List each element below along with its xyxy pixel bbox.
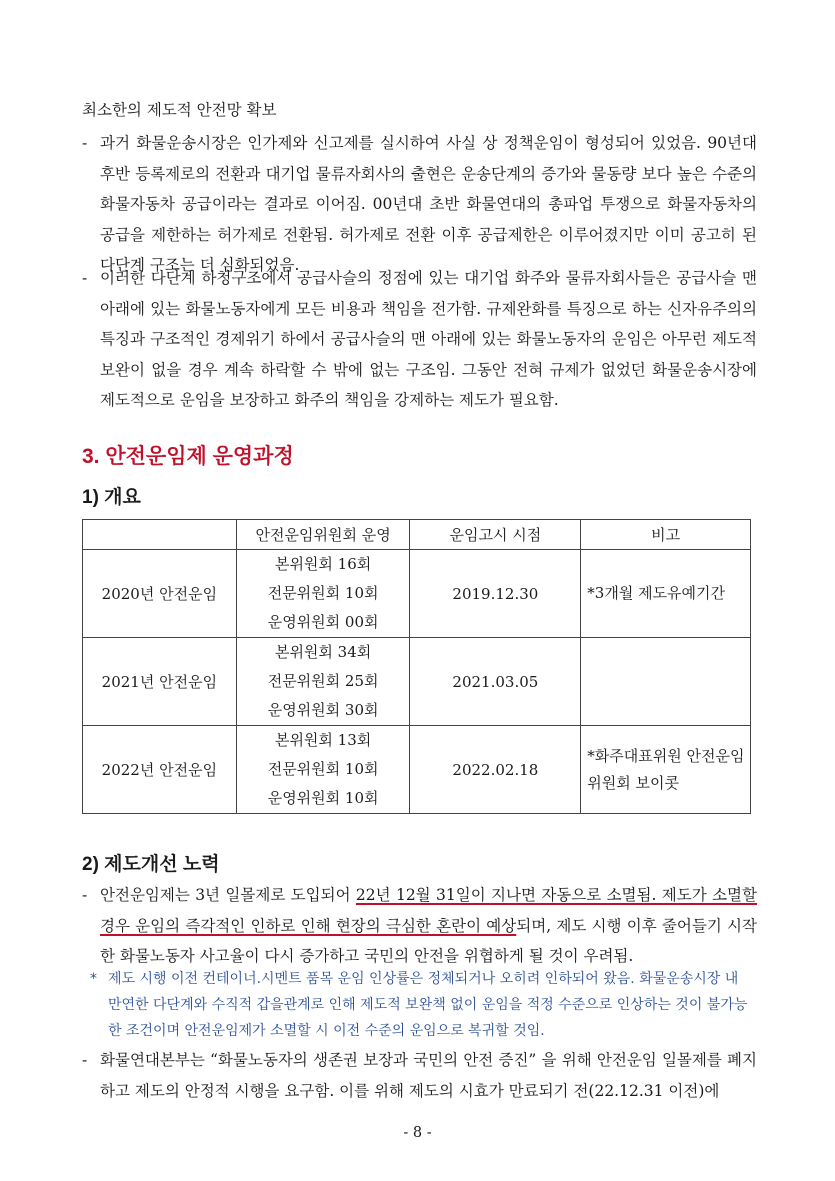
text-run: 안전운임제는 3년 일몰제로 도입되어 bbox=[100, 886, 356, 904]
improvement-heading: 2) 제도개선 노력 bbox=[82, 854, 220, 875]
committee-count: 본위원회 34회 bbox=[274, 643, 372, 661]
dash-marker: - bbox=[82, 1051, 88, 1069]
table-header-cell: 안전운임위원회 운영 bbox=[236, 520, 410, 550]
bullet-text bbox=[100, 880, 757, 972]
table-header-cell: 비고 bbox=[581, 520, 751, 550]
operations-table bbox=[82, 519, 751, 814]
committee-count: 본위원회 13회 bbox=[274, 731, 372, 749]
bullet-paragraph bbox=[82, 263, 757, 416]
committee-count: 전문위원회 10회 bbox=[267, 760, 379, 778]
bullet-paragraph bbox=[82, 128, 757, 281]
committee-count: 전문위원회 25회 bbox=[267, 672, 379, 690]
committee-cell bbox=[236, 726, 410, 814]
table-row bbox=[83, 638, 751, 726]
bullet-text: 이러한 다단계 하청구조에서 공급사슬의 정점에 있는 대기업 화주와 물류자회사들은 공급사슬 맨 아래에 있는 화물노동자에게 모든 비용과 책임을 전가함. 규제완화를 특징으로 하는 신자유주의의 특징과 구조적인 경제위기 하에서 공급사슬의 맨 아래에 있는 화물노동자의 운임은 아무런 제도적 보완이 없을 경우 계속 하락할 수 밖에 없는 구조임. 그동안 전혀 규제가 없었던 화물운송시장에 제도적으로 운임을 보장하고 화주의 책임을 강제하는 제도가 필요함. bbox=[100, 269, 757, 409]
table-row bbox=[83, 726, 751, 814]
dash-marker: - bbox=[82, 269, 88, 287]
subheading: 최소한의 제도적 안전망 확보 bbox=[82, 101, 277, 119]
asterisk-marker: * bbox=[90, 971, 97, 987]
bullet-paragraph bbox=[82, 880, 757, 972]
dash-marker: - bbox=[82, 134, 88, 152]
table-header-cell: 운임고시 시점 bbox=[410, 520, 581, 550]
bullet-text: 화물연대본부는 “화물노동자의 생존권 보장과 국민의 안전 증진” 을 위해 안전운임 일몰제를 폐지하고 제도의 안정적 시행을 요구함. 이를 위해 제도의 시효가 만료되기 전(22.12.31 이전)에 bbox=[100, 1051, 757, 1100]
notice-date: 2019.12.30 bbox=[410, 550, 581, 638]
committee-count: 운영위원회 00회 bbox=[267, 613, 379, 631]
bullet-paragraph bbox=[82, 1045, 757, 1106]
footnote-text: 제도 시행 이전 컨테이너.시멘트 품목 운임 인상률은 정체되거나 오히려 인하되어 왔음. 화물운송시장 내 만연한 다단계와 수직적 갑을관계로 인해 제도적 보완책 없이 운임을 적정 수준으로 인상하는 것이 불가능한 조건이며 안전운임제가 소멸할 시 이전 수준의 운임으로 복귀할 것임. bbox=[108, 971, 748, 1039]
notice-date: 2022.02.18 bbox=[410, 726, 581, 814]
notice-date: 2021.03.05 bbox=[410, 638, 581, 726]
overview-heading: 1) 개요 bbox=[82, 487, 141, 508]
page-number: - 8 - bbox=[403, 1125, 432, 1141]
committee-cell bbox=[236, 550, 410, 638]
remark-cell: *3개월 제도유예기간 bbox=[581, 550, 751, 638]
table-header-row bbox=[83, 520, 751, 550]
row-label: 2022년 안전운임 bbox=[83, 726, 237, 814]
remark-cell bbox=[581, 638, 751, 726]
row-label: 2020년 안전운임 bbox=[83, 550, 237, 638]
footnote bbox=[90, 966, 755, 1044]
underlined-emphasis: 22년 12월 31일이 지나면 자동으로 소멸됨. 제도가 소멸할 경우 운임의 즉각적인 인하로 인해 현장의 극심한 혼란이 예상 bbox=[100, 886, 757, 935]
committee-count: 본위원회 16회 bbox=[274, 555, 372, 573]
dash-marker: - bbox=[82, 886, 88, 904]
section-title: 3. 안전운임제 운영과정 bbox=[82, 445, 294, 468]
committee-cell bbox=[236, 638, 410, 726]
bullet-text: 과거 화물운송시장은 인가제와 신고제를 실시하여 사실 상 정책운임이 형성되어 있었음. 90년대 후반 등록제로의 전환과 대기업 물류자회사의 출현은 운송단계의 증가와 물동량 보다 높은 수준의 화물자동차 공급이라는 결과로 이어짐. 00년대 초반 화물연대의 총파업 투쟁으로 화물자동차의 공급을 제한하는 허가제로 전환됨. 허가제로 전환 이후 공급제한은 이루어졌지만 이미 공고히 된 다단계 구조는 더 심화되었음. bbox=[100, 134, 757, 274]
table-row bbox=[83, 550, 751, 638]
remark-cell: *화주대표위원 안전운임위원회 보이콧 bbox=[581, 726, 751, 814]
committee-count: 운영위원회 30회 bbox=[267, 701, 379, 719]
text-run: 되며, 제도 시행 이후 줄어들기 시작한 화물노동자 사고율이 다시 증가하고 국민의 안전을 위협하게 될 것이 우려됨. bbox=[100, 916, 757, 965]
committee-count: 운영위원회 10회 bbox=[267, 789, 379, 807]
row-label: 2021년 안전운임 bbox=[83, 638, 237, 726]
table-header-cell bbox=[83, 520, 237, 550]
committee-count: 전문위원회 10회 bbox=[267, 584, 379, 602]
